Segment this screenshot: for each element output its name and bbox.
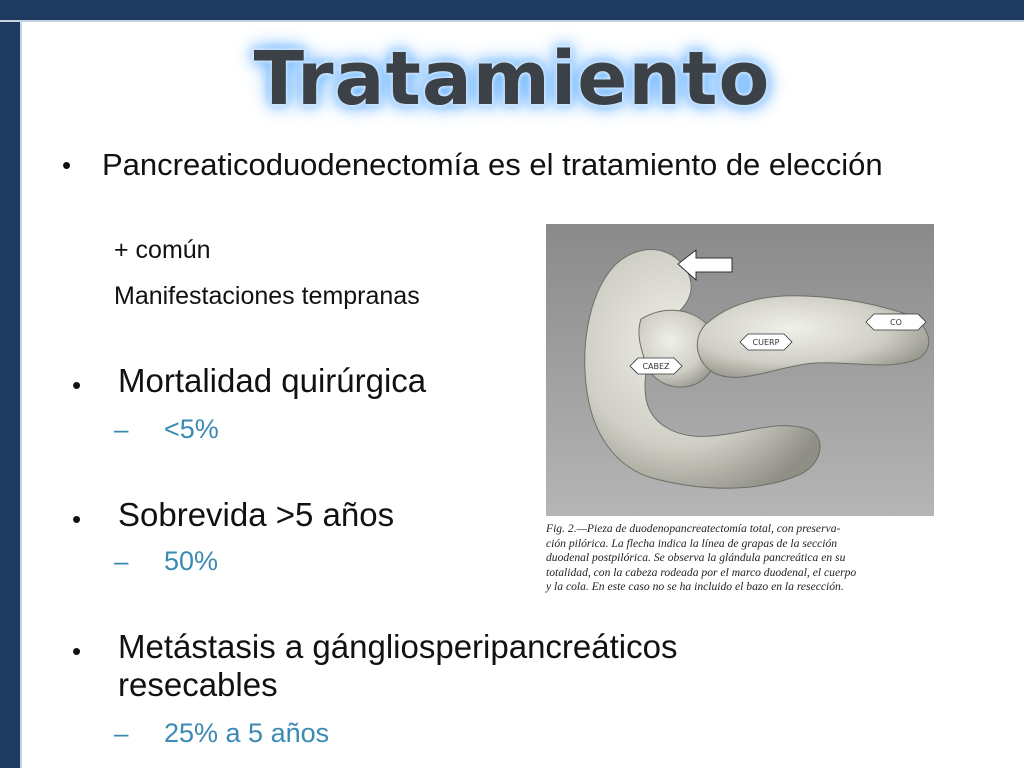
bullet-icon: • (62, 150, 72, 180)
bullet-sobrevida: Sobrevida >5 años (118, 496, 395, 533)
label-cabeza (630, 358, 682, 374)
dash-icon: – (114, 546, 129, 576)
left-frame-bar (0, 22, 20, 768)
caption-line: duodenal postpilórica. Se observa la glándula pancreática en su (546, 551, 846, 564)
dash-icon: – (114, 414, 129, 444)
label-cuerpo (740, 334, 792, 350)
figure-caption (546, 522, 936, 595)
metastasis-value: 25% a 5 años (164, 718, 330, 748)
mortalidad-value: <5% (164, 414, 219, 444)
label-cola (866, 314, 926, 330)
sub-item-manifestaciones: Manifestaciones tempranas (114, 282, 420, 310)
sobrevida-value: 50% (164, 546, 219, 576)
label-cabeza-text: CABEZ (642, 362, 670, 371)
label-cola-text: CO (890, 318, 902, 327)
label-cuerpo-text: CUERP (752, 338, 780, 347)
bullet-pancreaticoduodenectomia: Pancreaticoduodenectomía es el tratamiento de elección (102, 147, 883, 182)
bullet-icon: • (72, 504, 82, 534)
caption-line: totalidad, con la cabeza rodeada por el marco duodenal, el cuerpo (546, 565, 857, 579)
caption-line: Fig. 2.—Pieza de duodenopancreatectomía total, con preserva- (546, 522, 841, 535)
top-frame-line (0, 20, 1024, 22)
bullet-metastasis: Metástasis a gángliosperipancreáticos resecables (118, 628, 678, 703)
specimen-photo (546, 224, 934, 516)
left-frame-line (20, 22, 22, 768)
slide-title: Tratamiento (253, 36, 771, 122)
bullet-mortalidad: Mortalidad quirúrgica (118, 362, 427, 399)
bullet-icon: • (72, 370, 82, 400)
dash-icon: – (114, 718, 129, 748)
caption-line: ción pilórica. La flecha indica la línea de grapas de la sección (546, 536, 838, 550)
caption-line: y la cola. En este caso no se ha incluido el bazo en la resección. (546, 580, 844, 593)
bullet-icon: • (72, 636, 82, 666)
sub-item-comun: + común (114, 236, 211, 264)
top-frame-bar (0, 0, 1024, 20)
specimen-figure (546, 224, 936, 608)
